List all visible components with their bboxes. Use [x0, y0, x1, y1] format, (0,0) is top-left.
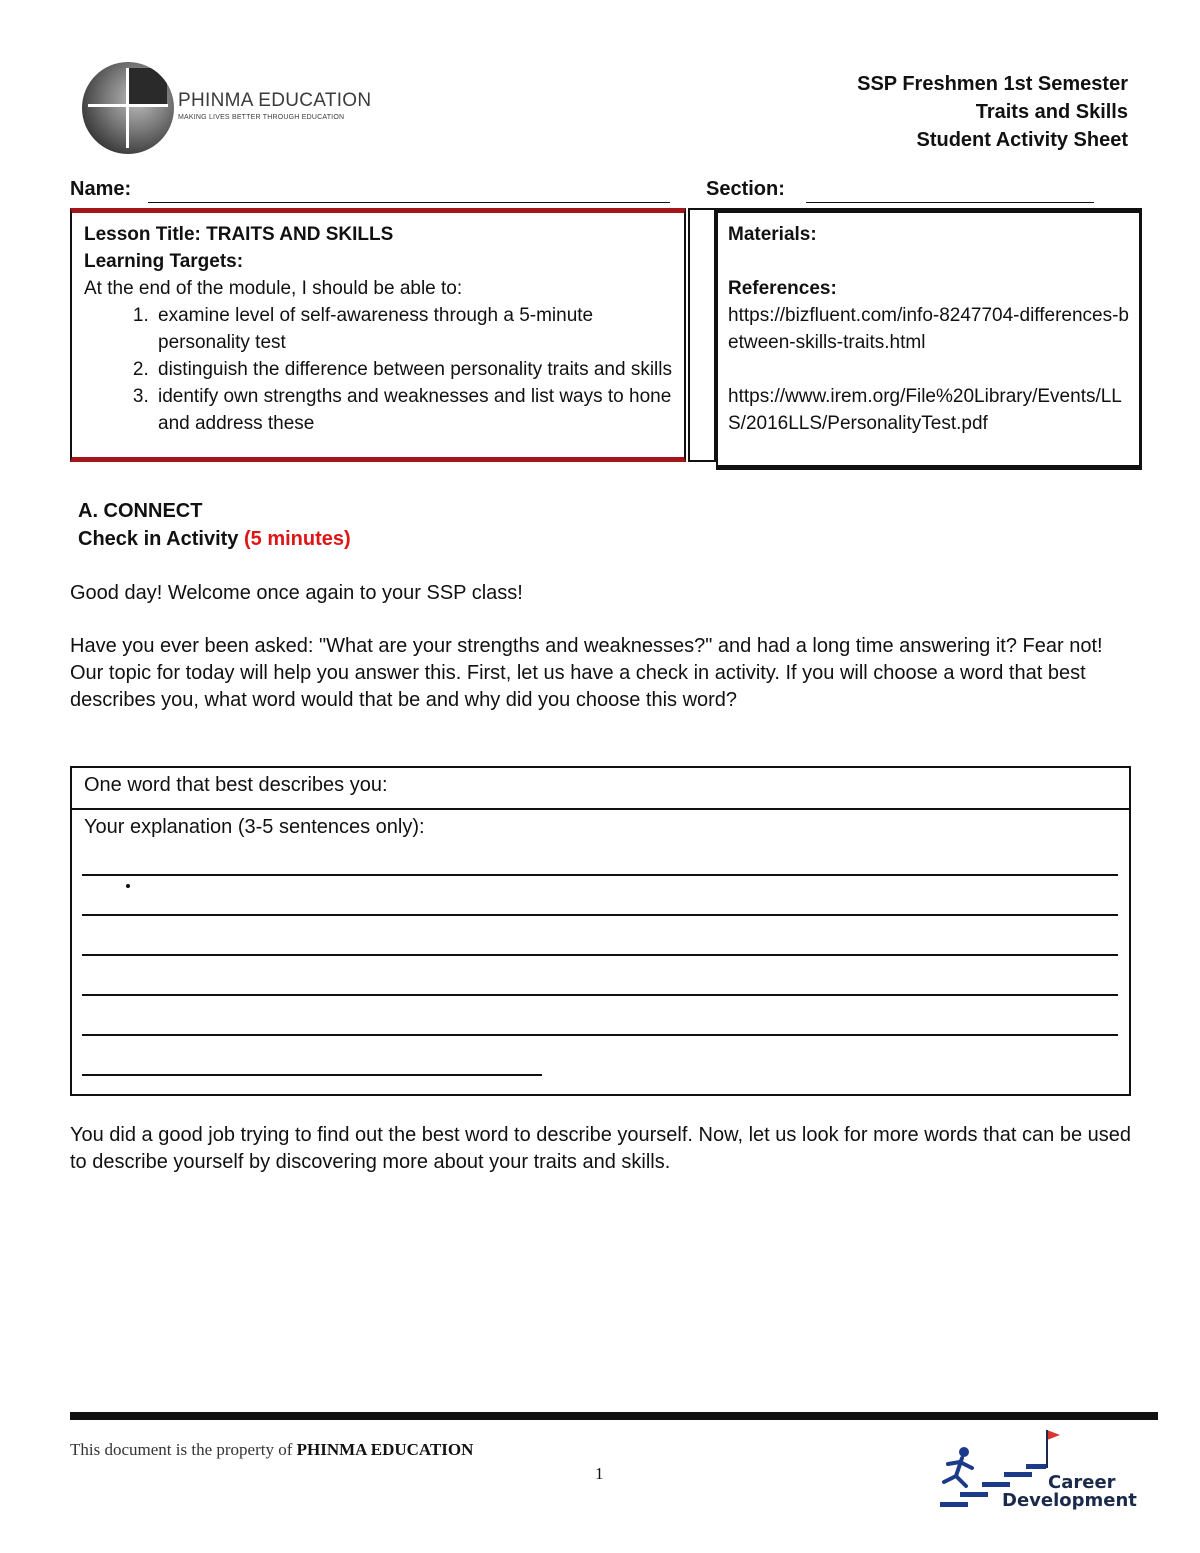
name-field[interactable] — [148, 182, 670, 203]
header-doc-type: Student Activity Sheet — [916, 129, 1128, 151]
lesson-box — [70, 208, 686, 462]
learning-target-item: 1. examine level of self-awareness through a 5-minute personality test — [154, 302, 672, 356]
answer-line[interactable] — [82, 954, 1118, 956]
section-field[interactable] — [806, 182, 1094, 203]
section-label: Section: — [706, 178, 785, 200]
footer-rule — [70, 1412, 1158, 1420]
logo-brand: PHINMA EDUCATION — [178, 90, 372, 111]
phinma-logo — [82, 62, 382, 158]
intro-paragraph: Have you ever been asked: "What are your strengths and weaknesses?" and had a long time answering it? Fear not! Our topic for today will help you answer this. First, let us have a check in activity. If you will choose a word that best describes you, what word would that be and why did you choose this word? — [70, 635, 1103, 711]
answer-line[interactable] — [82, 1074, 542, 1076]
section-a-heading — [78, 497, 351, 553]
materials-box — [716, 208, 1142, 470]
page-number: 1 — [595, 1464, 604, 1483]
learning-targets-intro: At the end of the module, I should be able to: — [84, 278, 463, 299]
career-word: Career — [1048, 1472, 1116, 1493]
header-topic: Traits and Skills — [975, 101, 1128, 123]
development-word: Development — [1002, 1490, 1137, 1511]
answer-line[interactable] — [82, 874, 1118, 876]
learning-targets-label: Learning Targets: — [84, 251, 244, 272]
materials-label: Materials: — [728, 224, 817, 245]
check-in-answer-box — [70, 766, 1131, 1096]
greeting-paragraph: Good day! Welcome once again to your SSP class! — [70, 582, 523, 604]
learning-targets-list — [84, 302, 672, 437]
learning-target-item: 3. identify own strengths and weaknesses and list ways to hone and address these — [154, 383, 672, 437]
header-course: SSP Freshmen 1st Semester — [857, 73, 1128, 95]
reference-link[interactable]: https://www.irem.org/File%20Library/Events/LLS/2016LLS/PersonalityTest.pdf — [728, 386, 1122, 434]
phinma-emblem-icon — [82, 62, 174, 154]
references-label: References: — [728, 278, 837, 299]
word-label: One word that best describes you: — [84, 774, 388, 796]
reference-link[interactable]: https://bizfluent.com/info-8247704-differences-between-skills-traits.html — [728, 305, 1129, 353]
lesson-title: Lesson Title: TRAITS AND SKILLS — [84, 224, 394, 245]
word-row[interactable] — [72, 768, 1129, 810]
check-in-activity-label — [78, 525, 351, 553]
property-owner: PHINMA EDUCATION — [296, 1440, 474, 1459]
document-header — [857, 70, 1128, 154]
footer-property-note — [70, 1440, 473, 1460]
learning-target-item: 2. distinguish the difference between personality traits and skills — [154, 356, 672, 383]
activity-name: Check in Activity — [78, 528, 239, 550]
section-a-title: A. CONNECT — [78, 500, 203, 522]
activity-duration: (5 minutes) — [243, 528, 351, 550]
answer-line[interactable] — [82, 914, 1118, 916]
bullet-dot — [126, 884, 130, 888]
answer-line[interactable] — [82, 1034, 1118, 1036]
explanation-label: Your explanation (3-5 sentences only): — [84, 816, 425, 838]
closing-paragraph: You did a good job trying to find out the best word to describe yourself. Now, let us look for more words that can be used to describe yourself by discovering more about your traits and skills. — [70, 1124, 1131, 1173]
property-prefix: This document is the property of — [70, 1440, 293, 1459]
answer-line[interactable] — [82, 994, 1118, 996]
logo-tagline: MAKING LIVES BETTER THROUGH EDUCATION — [178, 114, 345, 121]
career-development-logo — [930, 1428, 1150, 1512]
table-spacer-column — [688, 208, 716, 462]
name-label: Name: — [70, 178, 132, 200]
